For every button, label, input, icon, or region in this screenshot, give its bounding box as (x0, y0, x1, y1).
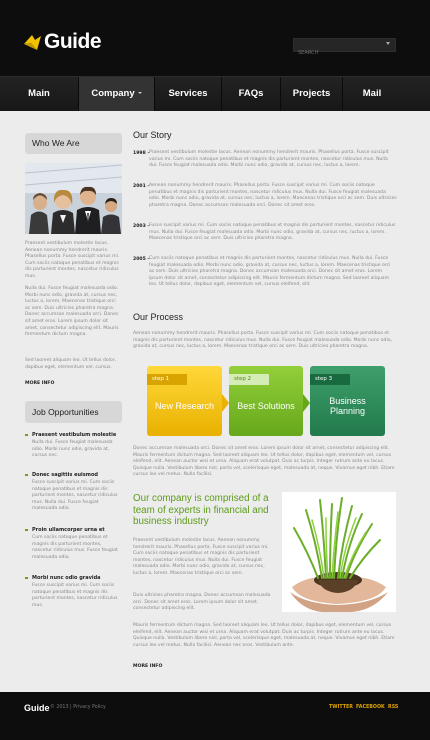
footer-link-rss[interactable]: RSS (388, 705, 399, 710)
process-step-1 (147, 366, 222, 436)
story-year: 2003 – (133, 224, 150, 229)
logo-arrow-icon (24, 35, 41, 50)
nav-label: Company (91, 88, 135, 99)
nav-item-projects[interactable] (281, 77, 342, 111)
process-step-2 (229, 366, 303, 436)
step-tab: step 3 (310, 374, 350, 385)
footer-link-facebook[interactable]: FACEBOOK (356, 705, 385, 710)
process-intro: Aenean nonummy hendrerit mauris. Phasellus porta. Fusce suscipit varius mi. Cum sociis natoque penatibus et magnis dis parturient montes, nascetur ridiculus mus. Nulla dui. Fusce feugiat malesuada odio. Morbi nunc odio, gravida at, cursus nec, luctus a, lorem. Maecenas tristique orci ac sem. Duis ultricies pharetra magna. (133, 331, 392, 350)
bullet-arrow-icon (25, 529, 28, 531)
who-paragraph-2: Nulla dui. Fusce feugiat malesuada odio. Morbi nunc odio, gravida at, cursus nec, luctus a, lorem. Maecenas tristique orci ac sem. Duis ultricies pharetra magna. Donec accumsan malesuada orci. Donec sit amet eros. Lorem ipsum dolor sit amet, consectetur adipiscing elit. Mauris fermentum dictum magna. (25, 286, 119, 338)
logo-text: Guide (44, 30, 102, 53)
process-description: Donec accumsan malesuada orci. Donec sit amet eros. Lorem ipsum dolor sit amet, consectetur adipiscing elit. Mauris fermentum dictum magna. Sed laoreet aliquam leo. Ut tellus dolor, dapibus eget, elementum vel, cursus eleifend, elit. Aenean auctor wisi et urna. Aliquam erat volutpat. Duis ac turpis. Integer rutrum ante eu lacus. Quisque nulla. Vestibulum libero nisl, porta vel, scelerisque eget, malesuada at, neque. Vivamus eget nibh. Etiam cursus leo vel metus. Nulla facilisi. (133, 446, 395, 478)
header (0, 0, 430, 76)
nav-item-company[interactable] (79, 77, 154, 111)
our-story-heading: Our Story (133, 130, 172, 140)
bullet-arrow-icon (25, 434, 28, 436)
company-more-info-link[interactable]: MORE INFO (133, 664, 163, 669)
team-photo-image (25, 163, 122, 234)
step-tab: step 1 (147, 374, 187, 385)
team-photo (25, 163, 122, 234)
search-input[interactable] (294, 47, 382, 59)
arrow-right-icon (303, 394, 310, 412)
arrow-right-icon (222, 394, 229, 412)
job-text: Nulla dui. Fusce feugiat malesuada odio. Morbi nunc odio, gravida at, cursus nec. (32, 440, 113, 459)
who-paragraph-1: Praesent vestibulum molestie lacus. Aenean nonummy hendrerit mauris. Phasellus porta. Fusce suscipit varius mi. Cum sociis natoque penatibus et magnis dis parturient montes, nascetur ridiculus mus. (25, 241, 120, 279)
grass-in-hands-image (282, 492, 396, 612)
job-text: Fusce suscipit varius mi. Cum sociis natoque penatibus et magnis dis parturient montes, nascetur ridiculus mus. (32, 583, 118, 608)
bullet-arrow-icon (25, 577, 28, 579)
nav-item-faqs[interactable] (222, 77, 280, 111)
grass-in-hands-illustration (282, 492, 396, 612)
who-paragraph-3: Sed laoreet aliquam leo. Ut tellus dolor, dapibus eget, elementum vel, cursus. (25, 358, 117, 370)
footer (0, 692, 430, 740)
step-tab: step 2 (229, 374, 269, 385)
job-title[interactable]: Morbi nunc odio gravida (32, 575, 101, 581)
story-year: 2005 – (133, 257, 150, 262)
story-text: Fusce suscipit varius mi. Cum sociis natoque penatibus et magnis dis parturient montes, nascetur ridiculus mus. Nulla dui. Fusce feugiat malesuada odio. Morbi nunc odio, gravida at, cursus nec, luctus a, lorem. Maecenas tristique orci ac sem. Duis ultricies pharetra magna. (149, 223, 396, 242)
bullet-arrow-icon (25, 474, 28, 476)
job-title[interactable]: Proin ullamcorper urna et (32, 527, 105, 533)
footer-link-twitter[interactable]: TWITTER (329, 705, 353, 710)
logo[interactable] (24, 30, 101, 54)
job-title[interactable]: Donec sagittis euismod (32, 472, 98, 478)
nav-label: Mail (362, 88, 382, 99)
nav-label: Main (28, 88, 50, 99)
who-more-info-link[interactable]: MORE INFO (25, 381, 55, 386)
nav-label: Projects (292, 88, 331, 99)
company-headline: Our company is comprised of a team of experts in financial and business industry (133, 493, 269, 527)
company-paragraph-2: Duis ultricies pharetra magna. Donec accumsan malesuada orci. Donec sit amet eros. Lorem ipsum dolor sit amet, consectetur adipiscing elit. (133, 593, 271, 612)
job-title[interactable]: Praesent vestibulum molestie (32, 432, 117, 438)
nav-item-services[interactable] (155, 77, 221, 111)
footer-logo[interactable]: Guide (24, 703, 50, 713)
story-text: Cum sociis natoque penatibus et magnis dis parturient montes, nascetur ridiculus mus. Nulla dui. Fusce feugiat malesuada odio. Morbi nunc odio, gravida at, cursus nec, luctus a, lorem. Maecenas tristique orci ac sem. Duis ultricies pharetra magna. Donec accumsan malesuada orci. Donec sit amet eros. Lorem ipsum dolor sit amet, consectetur adipiscing elit. Mauris fermentum dictum magna. Sed laoreet aliquam leo. Ut tellus dolor, dapibus eget, elementum vel, cursus eleifend, elit. (149, 256, 391, 288)
footer-copyright: © 2013 | Privacy Policy (50, 705, 106, 710)
story-year: 1998 – (133, 151, 150, 156)
step-label: New Research (154, 401, 215, 411)
company-paragraph-3: Mauris fermentum dictum magna. Sed laoreet aliquam leo. Ut tellus dolor, dapibus eget, elementum vel, cursus eleifend, elit. Aenean auctor wisi et urna. Aliquam erat volutpat. Duis ac turpis. Integer rutrum ante eu lacus. Quisque nulla. Vestibulum libero nisl, porta vel, scelerisque eget, malesuada at, neque. Vivamus eget nibh. Etiam cursus leo vel metus. Nulla facilisi. Aenean nec eros. Vestibulum ante. (133, 623, 395, 648)
step-label: Best Solutions (237, 401, 295, 411)
main-nav (0, 76, 430, 111)
nav-item-main[interactable] (0, 77, 78, 111)
our-process-heading: Our Process (133, 312, 184, 322)
story-year: 2001 – (133, 184, 150, 189)
story-text: Praesent vestibulum molestie lacus. Aenean nonummy hendrerit mauris. Phasellus porta. Fusce suscipit varius mi. Cum sociis natoque penatibus et magnis dis parturient montes, nascetur ridiculus mus. Nulla dui. Fusce feugiat malesuada odio. Morbi nunc odio, gravida at, cursus nec, luctus a, lorem. (149, 150, 389, 169)
nav-label: Services (168, 88, 208, 99)
search-box[interactable] (293, 38, 396, 52)
chevron-down-icon (138, 92, 142, 94)
job-text: Fusce suscipit varius mi. Cum sociis natoque penatibus et magnis dis parturient montes, nascetur ridiculus mus. Nulla dui. Fusce feugiat malesuada odio. (32, 480, 118, 512)
process-step-3 (310, 366, 385, 436)
step-label: Business Planning (329, 396, 366, 416)
search-dropdown-icon[interactable] (386, 42, 390, 45)
company-paragraph-1: Praesent vestibulum molestie lacus. Aenean nonummy hendrerit mauris. Phasellus porta. Fusce suscipit varius mi. Cum sociis natoque penatibus et magnis dis parturient montes, nascetur ridiculus mus. Nulla dui. Fusce feugiat malesuada odio. Morbi nunc odio, gravida at, cursus nec, luctus a, lorem. Maecenas tristique orci ac sem. (133, 538, 269, 576)
nav-label: FAQs (238, 88, 264, 99)
story-text: Aenean nonummy hendrerit mauris. Phasellus porta. Fusce suscipit varius mi. Cum sociis natoque penatibus et magnis dis parturient montes, nascetur ridiculus mus. Nulla dui. Fusce feugiat malesuada odio. Morbi nunc odio, gravida at, cursus nec, luctus a, lorem. Maecenas tristique orci ac sem. Duis ultricies pharetra magna. Donec accumsan malesuada orci. Donec sit amet eros. (149, 183, 397, 208)
nav-item-mail[interactable] (343, 77, 401, 111)
job-opportunities-heading: Job Opportunities (25, 401, 122, 423)
job-text: Cum sociis natoque penatibus et magnis dis parturient montes, nascetur ridiculus mus. Fusce feugiat malesuada odio. (32, 535, 118, 560)
who-we-are-heading: Who We Are (25, 133, 122, 154)
